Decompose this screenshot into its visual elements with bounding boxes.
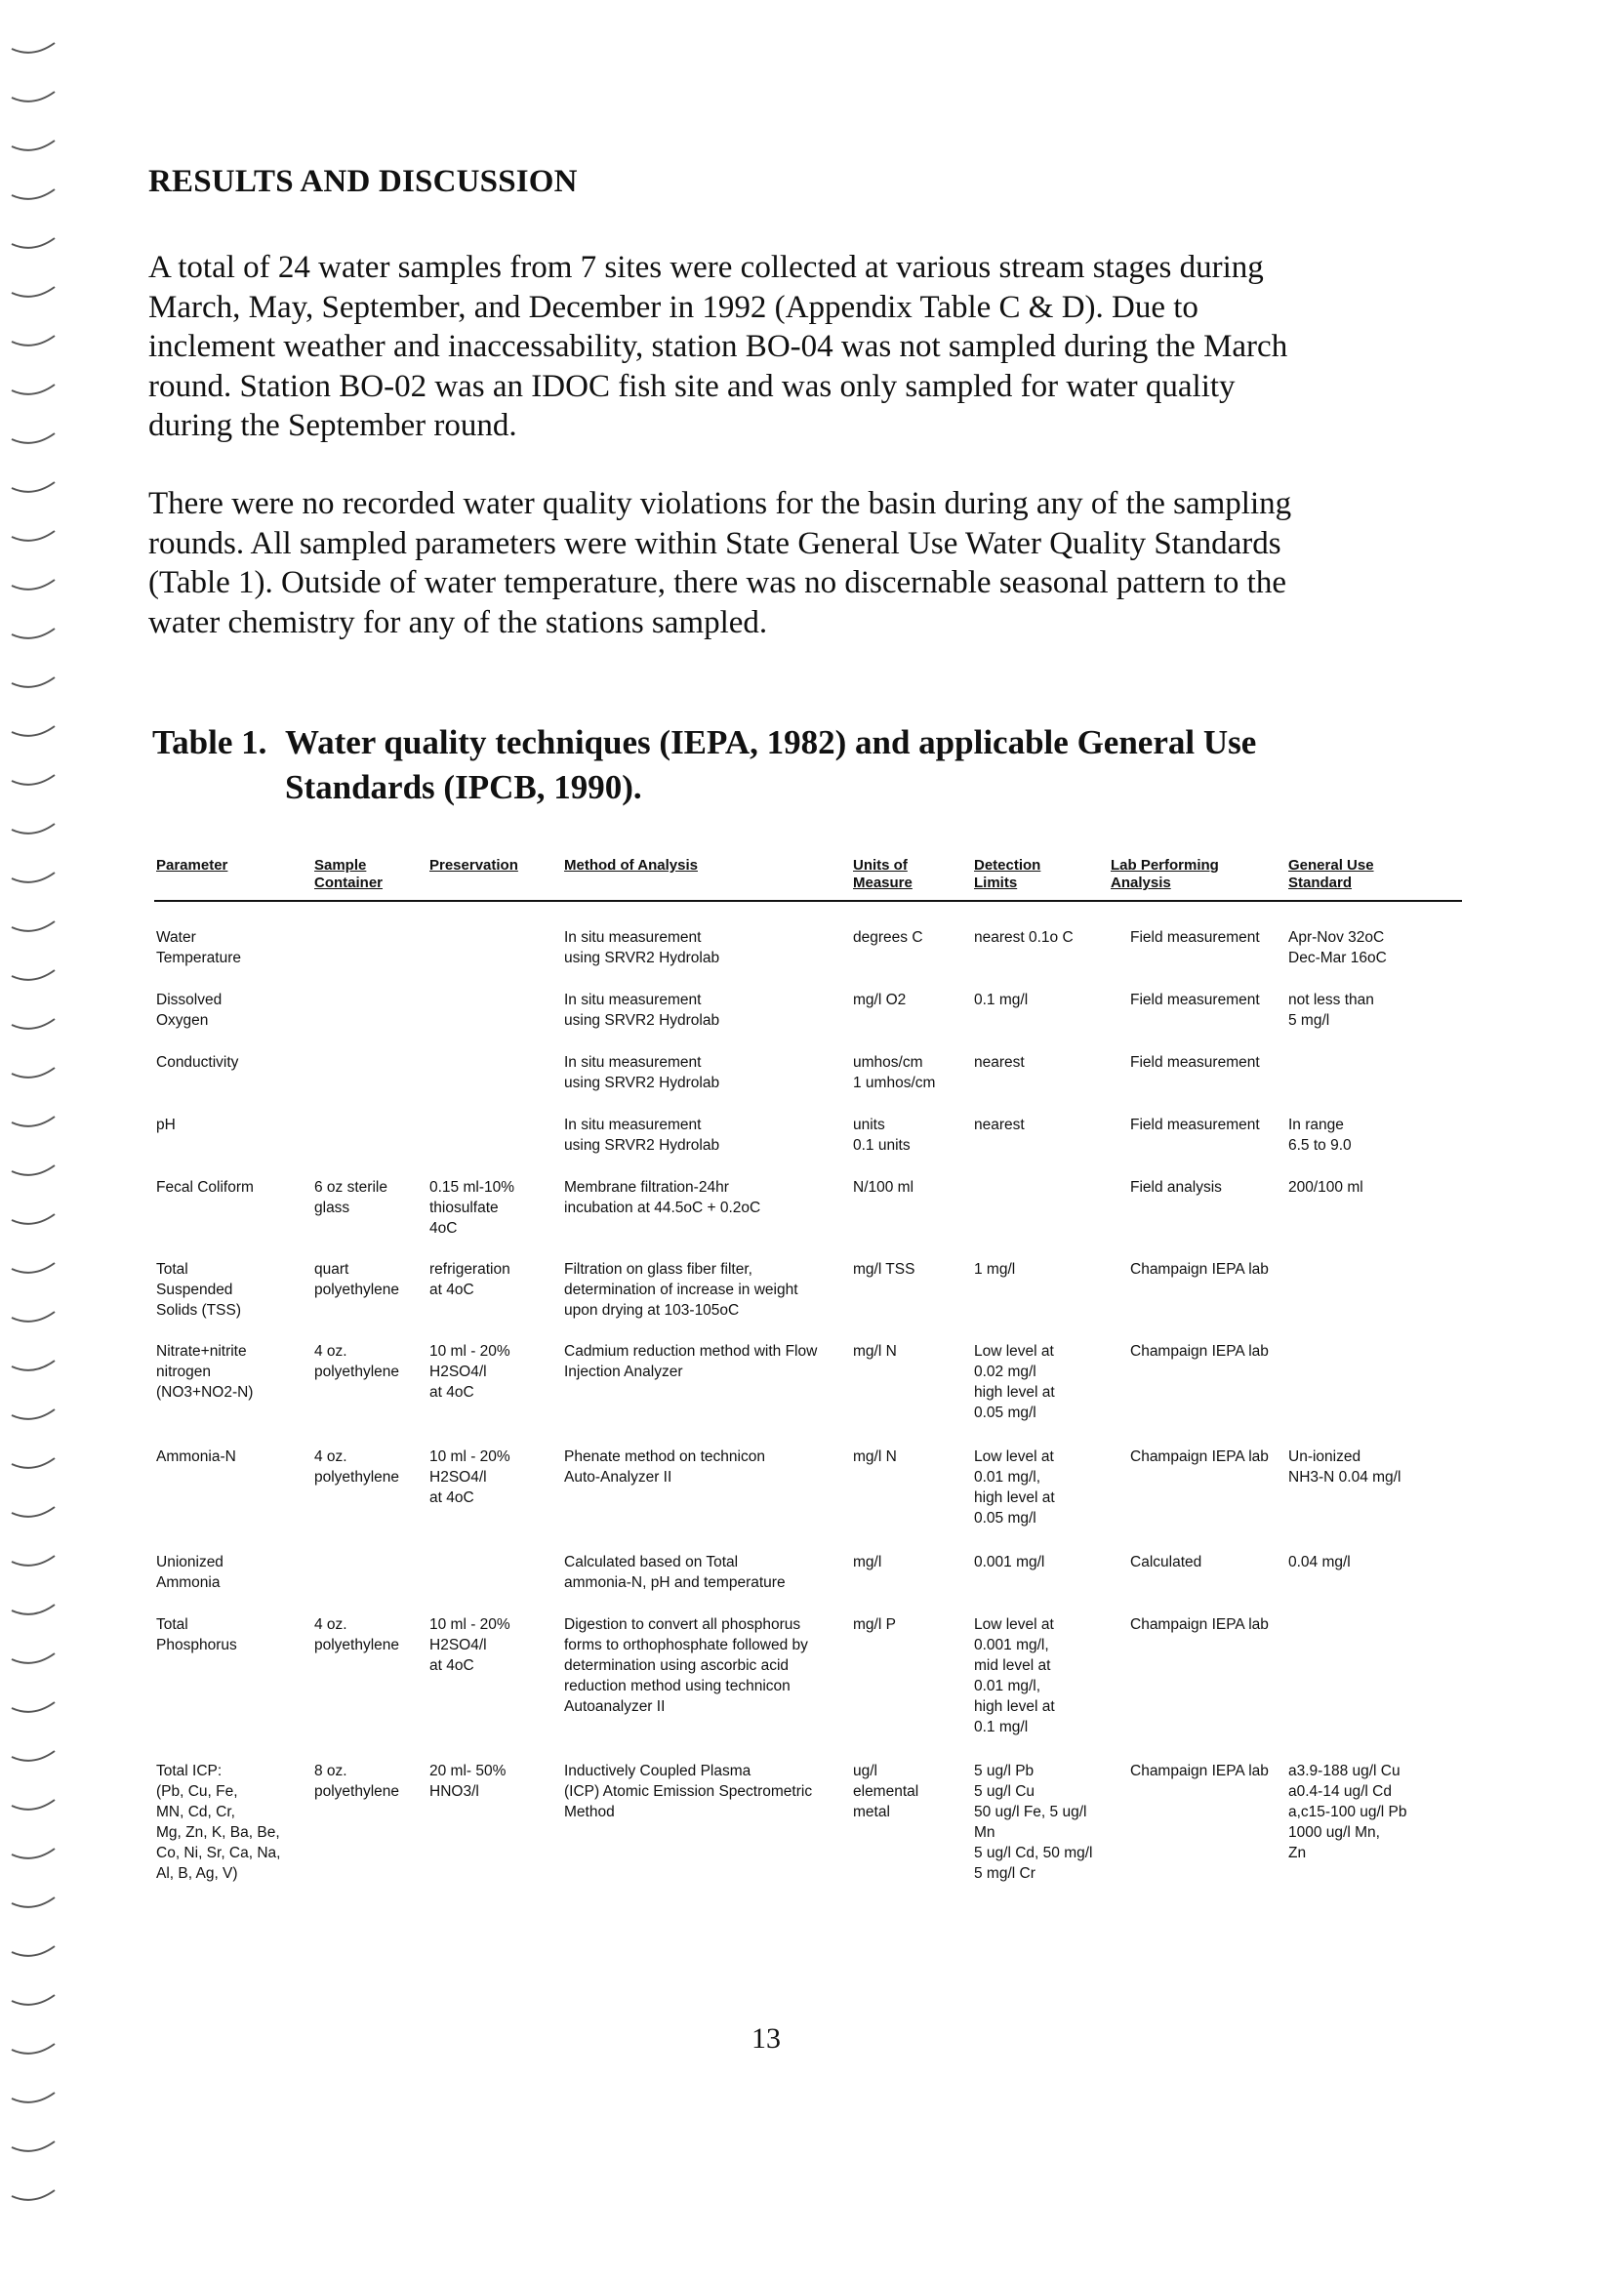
binding-mark (12, 1751, 55, 1761)
paragraph-violations (148, 484, 1378, 642)
binding-mark (12, 2141, 55, 2151)
table-cell: Low level at 0.02 mg/l high level at 0.05 mg/l (974, 1343, 1055, 1421)
table-row (154, 990, 1462, 1052)
table-cell: not less than 5 mg/l (1288, 992, 1374, 1029)
table-cell: quart polyethylene (314, 1261, 400, 1298)
table-cell: 4 oz. polyethylene (314, 1343, 400, 1380)
table-cell: Champaign IEPA lab (1130, 1261, 1269, 1278)
table-label: Table 1. (152, 723, 267, 761)
binding-mark (12, 2044, 55, 2054)
table-title-line: Water quality techniques (IEPA, 1982) and applicable General Use (285, 723, 1257, 761)
table-cell: 0.15 ml-10% thiosulfate 4oC (429, 1179, 515, 1237)
table-cell: mg/l N (853, 1343, 897, 1360)
table-cell: Filtration on glass fiber filter, determination of increase in weight upon drying at 103-105oC (564, 1261, 798, 1319)
table-cell: units 0.1 units (853, 1117, 911, 1154)
table-cell: Dissolved Oxygen (156, 992, 223, 1029)
binding-mark (12, 1312, 55, 1322)
text-line: round. Station BO-02 was an IDOC fish site and was only sampled for water quality (148, 368, 1236, 404)
table-row (154, 1259, 1462, 1341)
table-cell: nearest (974, 1054, 1025, 1071)
paragraph-summary (148, 248, 1378, 446)
table-cell: Total Phosphorus (156, 1616, 237, 1653)
table-cell: 8 oz. polyethylene (314, 1763, 400, 1800)
table-cell: Champaign IEPA lab (1130, 1763, 1269, 1779)
binding-mark (12, 1653, 55, 1663)
binding-mark (12, 1556, 55, 1566)
table-cell: 10 ml - 20% H2SO4/l at 4oC (429, 1448, 510, 1506)
table-cell: Membrane filtration-24hr incubation at 44.5oC + 0.2oC (564, 1179, 761, 1216)
table-cell: Field measurement (1130, 1054, 1260, 1071)
table-row (154, 1447, 1462, 1552)
table-cell: In range 6.5 to 9.0 (1288, 1117, 1352, 1154)
table-body (154, 927, 1462, 1888)
binding-mark (12, 1995, 55, 2005)
table-cell: N/100 ml (853, 1179, 914, 1196)
table-cell: mg/l N (853, 1448, 897, 1465)
text-line: There were no recorded water quality violations for the basin during any of the sampling (148, 486, 1292, 521)
binding-mark (12, 1409, 55, 1419)
binding-mark (12, 1019, 55, 1029)
text-line: (Table 1). Outside of water temperature, there was no discernable seasonal pattern to the (148, 565, 1286, 600)
binding-mark (12, 1849, 55, 1858)
table-cell: In situ measurement using SRVR2 Hydrolab (564, 929, 720, 966)
binding-mark (12, 287, 55, 297)
binding-mark (12, 433, 55, 443)
binding-marks (0, 0, 68, 2282)
column-header: Units of Measure (853, 857, 913, 891)
table-cell: Fecal Coliform (156, 1179, 254, 1196)
table-cell: 200/100 ml (1288, 1179, 1363, 1196)
binding-mark (12, 677, 55, 687)
binding-mark (12, 1507, 55, 1517)
binding-mark (12, 1702, 55, 1712)
table-cell: In situ measurement using SRVR2 Hydrolab (564, 1117, 720, 1154)
table-row (154, 1115, 1462, 1177)
table-cell: 10 ml - 20% H2SO4/l at 4oC (429, 1343, 510, 1401)
table-row (154, 927, 1462, 990)
page-number: 13 (751, 2022, 781, 2055)
binding-mark (12, 824, 55, 834)
table-cell: Total Suspended Solids (TSS) (156, 1261, 241, 1319)
table-cell: Apr-Nov 32oC Dec-Mar 16oC (1288, 929, 1387, 966)
table-title-line: Standards (IPCB, 1990). (285, 768, 642, 806)
table-cell: Field measurement (1130, 929, 1260, 946)
text-line: A total of 24 water samples from 7 sites were collected at various stream stages during (148, 250, 1264, 285)
binding-mark (12, 1165, 55, 1175)
table-cell: pH (156, 1117, 176, 1133)
table-cell: 20 ml- 50% HNO3/l (429, 1763, 507, 1800)
binding-mark (12, 1458, 55, 1468)
table-cell: 0.1 mg/l (974, 992, 1029, 1008)
binding-mark (12, 775, 55, 785)
column-header: Detection Limits (974, 857, 1041, 891)
table-row (154, 1177, 1462, 1259)
binding-mark (12, 629, 55, 638)
table-cell: 4 oz. polyethylene (314, 1616, 400, 1653)
column-header: General Use Standard (1288, 857, 1374, 891)
water-quality-table (154, 857, 1462, 1888)
binding-mark (12, 1263, 55, 1273)
binding-mark (12, 2093, 55, 2102)
table-cell: mg/l TSS (853, 1261, 915, 1278)
text-line: rounds. All sampled parameters were within State General Use Water Quality Standards (148, 525, 1281, 561)
table-cell: Water Temperature (156, 929, 242, 966)
table-cell: 6 oz sterile glass (314, 1179, 387, 1216)
table-cell: 4 oz. polyethylene (314, 1448, 400, 1486)
text-line: water chemistry for any of the stations sampled. (148, 604, 768, 640)
binding-mark (12, 43, 55, 53)
table-cell: Field measurement (1130, 1117, 1260, 1133)
binding-mark (12, 1897, 55, 1907)
table-cell: degrees C (853, 929, 923, 946)
column-header: Lab Performing Analysis (1111, 857, 1219, 891)
section-heading: RESULTS AND DISCUSSION (148, 164, 578, 199)
table-cell: Calculated (1130, 1554, 1202, 1570)
binding-mark (12, 1068, 55, 1078)
table-cell: mg/l P (853, 1616, 896, 1633)
binding-mark (12, 580, 55, 590)
table-cell: Total ICP: (Pb, Cu, Fe, MN, Cd, Cr, Mg, Zn, K, Ba, Be, Co, Ni, Sr, Ca, Na, Al, B, Ag, V) (156, 1763, 281, 1882)
binding-mark (12, 970, 55, 980)
table-header (154, 857, 1462, 902)
binding-mark (12, 1117, 55, 1126)
binding-mark (12, 385, 55, 394)
table-cell: In situ measurement using SRVR2 Hydrolab (564, 1054, 720, 1091)
binding-mark (12, 1605, 55, 1614)
binding-mark (12, 189, 55, 199)
table-cell: Champaign IEPA lab (1130, 1343, 1269, 1360)
text-line: during the September round. (148, 408, 517, 443)
table-row (154, 1341, 1462, 1447)
table-cell: 0.04 mg/l (1288, 1554, 1351, 1570)
table-cell: nearest (974, 1117, 1025, 1133)
column-header: Parameter (156, 857, 228, 874)
binding-mark (12, 1214, 55, 1224)
table-cell: Un-ionized NH3-N 0.04 mg/l (1288, 1448, 1401, 1486)
table-cell: Low level at 0.01 mg/l, high level at 0.05 mg/l (974, 1448, 1055, 1527)
table-cell: 0.001 mg/l (974, 1554, 1045, 1570)
table-row (154, 1052, 1462, 1115)
table-cell: Unionized Ammonia (156, 1554, 223, 1591)
table-cell: mg/l (853, 1554, 882, 1570)
binding-mark (12, 336, 55, 346)
table-cell: Inductively Coupled Plasma (ICP) Atomic Emission Spectrometric Method (564, 1763, 813, 1820)
table-cell: Champaign IEPA lab (1130, 1448, 1269, 1465)
binding-mark (12, 482, 55, 492)
table-cell: umhos/cm 1 umhos/cm (853, 1054, 936, 1091)
column-header: Method of Analysis (564, 857, 698, 874)
table-cell: Cadmium reduction method with Flow Injection Analyzer (564, 1343, 818, 1380)
table-cell: 5 ug/l Pb 5 ug/l Cu 50 ug/l Fe, 5 ug/l Mn 5 ug/l Cd, 50 mg/l 5 mg/l Cr (974, 1763, 1093, 1882)
binding-mark (12, 921, 55, 931)
table-cell: ug/l elemental metal (853, 1763, 919, 1820)
table-cell: a3.9-188 ug/l Cu a0.4-14 ug/l Cd a,c15-100 ug/l Pb 1000 ug/l Mn, Zn (1288, 1763, 1407, 1861)
table-cell: Field measurement (1130, 992, 1260, 1008)
table-cell: 1 mg/l (974, 1261, 1016, 1278)
table-cell: 10 ml - 20% H2SO4/l at 4oC (429, 1616, 510, 1674)
table-cell: Phenate method on technicon Auto-Analyzer II (564, 1448, 765, 1486)
binding-mark (12, 726, 55, 736)
column-header: Preservation (429, 857, 518, 874)
table-cell: Conductivity (156, 1054, 239, 1071)
text-line: inclement weather and inaccessability, station BO-04 was not sampled during the March (148, 329, 1288, 364)
binding-mark (12, 2190, 55, 2200)
table-cell: refrigeration at 4oC (429, 1261, 510, 1298)
table-row (154, 1761, 1462, 1888)
binding-mark (12, 531, 55, 541)
table-cell: Low level at 0.001 mg/l, mid level at 0.01 mg/l, high level at 0.1 mg/l (974, 1616, 1055, 1735)
table-cell: Nitrate+nitrite nitrogen (NO3+NO2-N) (156, 1343, 254, 1401)
table-cell: Field analysis (1130, 1179, 1222, 1196)
table-cell: Ammonia-N (156, 1448, 236, 1465)
binding-mark (12, 1800, 55, 1810)
table-cell: Champaign IEPA lab (1130, 1616, 1269, 1633)
text-line: March, May, September, and December in 1992 (Appendix Table C & D). Due to (148, 289, 1198, 325)
table-cell: Digestion to convert all phosphorus forms to orthophosphate followed by determination using ascorbic acid reduction method using technicon Autoanalyzer II (564, 1616, 808, 1715)
binding-mark (12, 1361, 55, 1370)
table-row (154, 1614, 1462, 1761)
table-row (154, 1552, 1462, 1614)
binding-mark (12, 92, 55, 102)
binding-mark (12, 141, 55, 150)
binding-mark (12, 1946, 55, 1956)
table-cell: mg/l O2 (853, 992, 907, 1008)
binding-mark (12, 873, 55, 882)
table-cell: In situ measurement using SRVR2 Hydrolab (564, 992, 720, 1029)
table-cell: Calculated based on Total ammonia-N, pH and temperature (564, 1554, 786, 1591)
binding-mark (12, 238, 55, 248)
column-header: Sample Container (314, 857, 384, 891)
table-cell: nearest 0.1o C (974, 929, 1074, 946)
